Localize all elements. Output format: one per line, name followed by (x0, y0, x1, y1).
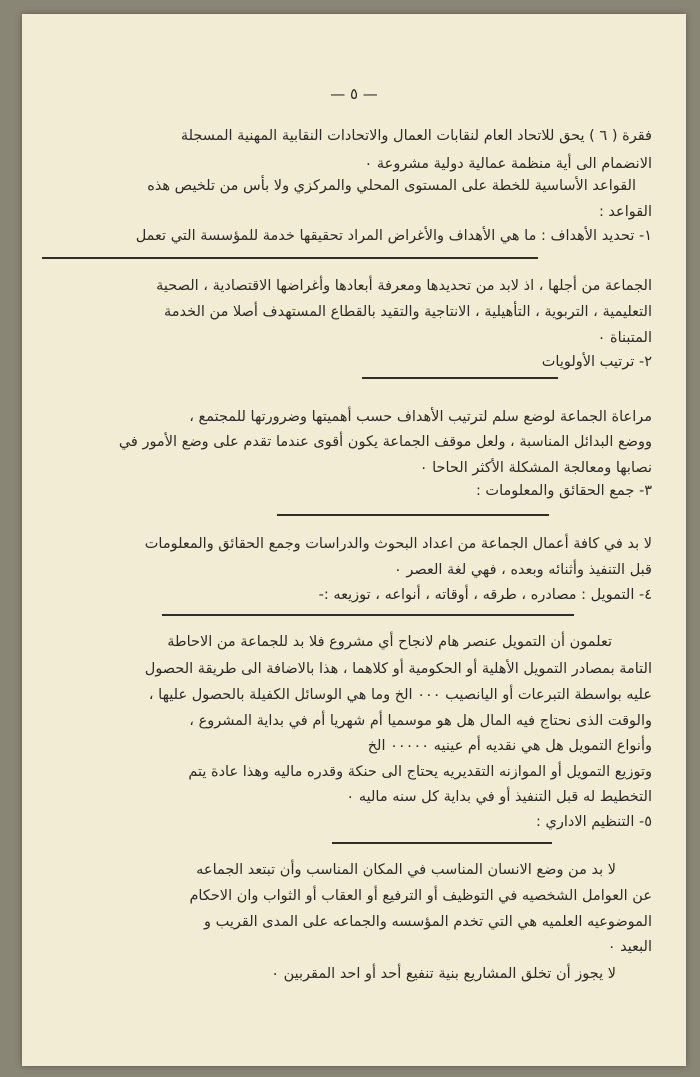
text-line: مراعاة الجماعة لوضع سلم لترتيب الأهداف حسب أهميتها وضرورتها للمجتمع ، (189, 409, 652, 425)
text-line: وتوزيع التمويل أو الموازنه التقديريه يحتاج الى حنكة وقدره ماليه وهذا عادة يتم (188, 764, 652, 780)
text-line: البعيد ٠ (607, 939, 652, 955)
text-line: نصابها ومعالجة المشكلة الأكثر الحاحا ٠ (419, 460, 652, 476)
section-heading: ٤- التمويل : مصادره ، طرقه ، أوقاته ، أنواعه ، توزيعه :- (318, 587, 652, 603)
text-line: لا يجوز أن تخلق المشاريع بنية تنفيع أحد أو احد المقربين ٠ (271, 966, 616, 982)
text-line: قبل التنفيذ وأثنائه وبعده ، فهي لغة العصر ٠ (394, 562, 652, 578)
text-line: التعليمية ، التربوية ، التأهيلية ، الانتاجية والتقيد بالقطاع المستهدف أصلا من الخدمة (163, 304, 652, 320)
text-line: الانضمام الى أية منظمة عمالية دولية مشروعة ٠ (364, 156, 652, 172)
text-line: ووضع البدائل المناسبة ، ولعل موقف الجماعة يكون أقوى عندما تقدم على وضع الأمور في (118, 434, 652, 450)
divider-rule (277, 514, 549, 516)
text-line: التخطيط له قبل التنفيذ أو في بداية كل سنه ماليه ٠ (346, 789, 652, 805)
text-line: والوقت الذى نحتاج فيه المال هل هو موسميا أم شهريا أم في بداية المشروع ، (189, 713, 652, 729)
section-heading: ٣- جمع الحقائق والمعلومات : (475, 483, 652, 499)
text-line: الموضوعيه العلميه هي التي تخدم المؤسسه والجماعه على المدى القريب و (203, 914, 652, 930)
divider-rule (332, 842, 552, 844)
section-heading: ٢- ترتيب الأولويات (541, 354, 652, 370)
divider-rule (162, 614, 574, 616)
text-line: لا بد في كافة أعمال الجماعة من اعداد البحوث والدراسات وجمع الحقائق والمعلومات (144, 536, 652, 552)
text-line: لا بد من وضع الانسان المناسب في المكان المناسب وأن تبتعد الجماعه (196, 862, 616, 878)
text-line: القواعد الأساسية للخطة على المستوى المحلي والمركزي ولا بأس من تلخيص هذه (147, 178, 636, 194)
section-heading: ٥- التنظيم الاداري : (536, 814, 652, 830)
text-line: تعلمون أن التمويل عنصر هام لانجاح أي مشروع فلا بد للجماعة من الاحاطة (167, 634, 612, 650)
text-line: عليه بواسطة التبرعات أو اليانصيب ٠٠٠ الخ وما هي الوسائل الكفيلة بالحصول عليها ، (148, 687, 652, 703)
text-line: التامة بمصادر التمويل الأهلية أو الحكومية أو كلاهما ، هذا بالاضافة الى طريقة الحصول (144, 661, 652, 677)
divider-rule (42, 257, 538, 259)
page-number: — ٥ — (330, 85, 378, 103)
text-line: عن العوامل الشخصيه في التوظيف أو الترفيع أو العقاب أو الثواب وان الاحكام (189, 888, 652, 904)
divider-rule (362, 377, 558, 379)
document-page (22, 14, 686, 1066)
section-heading: ١- تحديد الأهداف : ما هي الأهداف والأغراض المراد تحقيقها خدمة للمؤسسة التي تعمل (135, 228, 652, 244)
text-line: القواعد : (598, 204, 652, 220)
text-line: الجماعة من أجلها ، اذ لابد من تحديدها ومعرفة أبعادها وأغراضها الاقتصادية ، الصحية (156, 278, 652, 294)
text-line: فقرة ( ٦ ) يحق للاتحاد العام لنقابات العمال والاتحادات النقابية المهنية المسجلة (180, 128, 652, 144)
text-line: وأنواع التمويل هل هي نقديه أم عينيه ٠٠٠٠٠ الخ (367, 738, 652, 754)
text-line: المتبناة ٠ (597, 330, 652, 346)
